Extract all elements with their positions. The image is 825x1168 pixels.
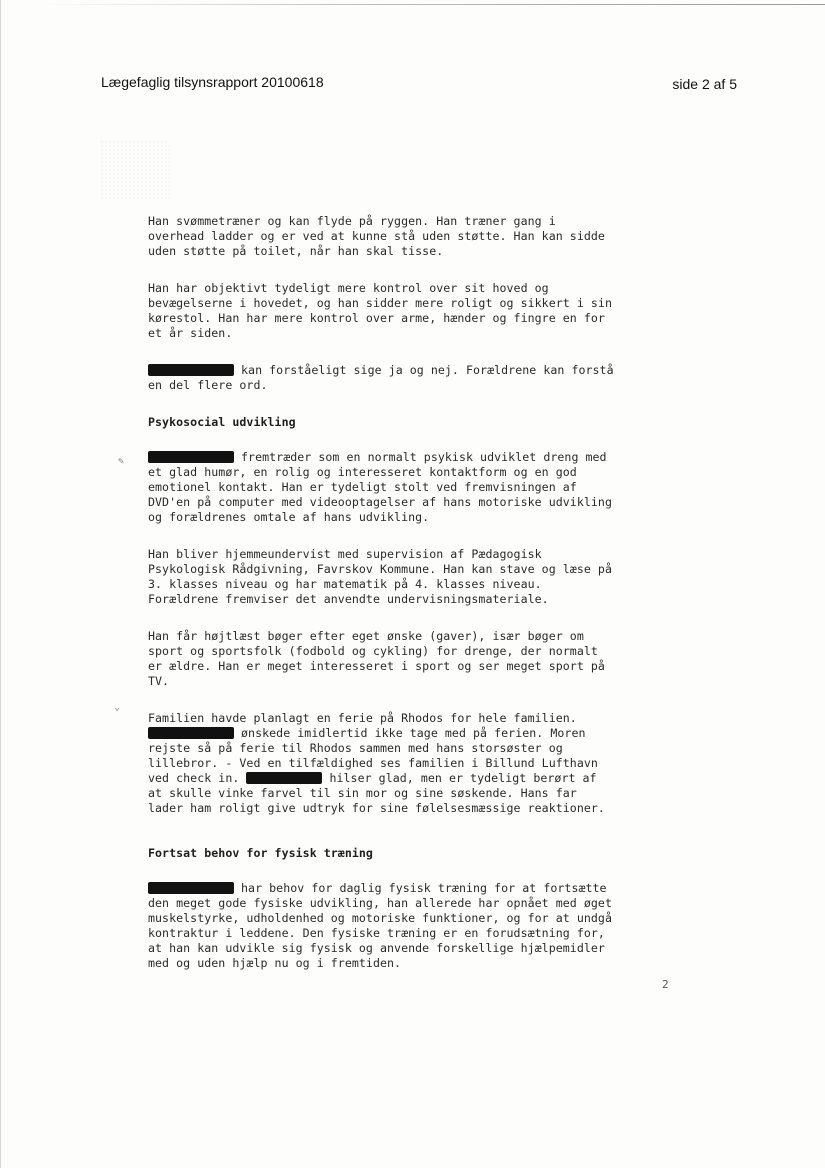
paragraph	[148, 363, 678, 393]
document-body	[148, 214, 678, 993]
paragraph-text: Familien havde planlagt en ferie på Rhodos for hele familien.	[148, 711, 577, 725]
paragraph-text: ønskede imidlertid ikke tage med på ferien. Moren rejste så på ferie til Rhodos sammen med hans storsøster og lillebror. - Ved en tilfældighed ses familien i Billund Lufthavn ved check in.	[148, 726, 598, 785]
redaction-bar	[148, 364, 234, 376]
redaction-bar	[148, 451, 234, 463]
scan-edge-left	[0, 0, 1, 1168]
page-indicator: side 2 af 5	[672, 76, 737, 92]
redaction-bar	[148, 882, 234, 894]
page-number: 2	[662, 978, 669, 991]
scan-speckle	[100, 140, 170, 200]
paragraph-text: kan forståeligt sige ja og nej. Forældrene kan forstå en del flere ord.	[148, 363, 614, 392]
paragraph: Han har objektivt tydeligt mere kontrol over sit hoved og bevægelserne i hovedet, og han sidder mere roligt og sikkert i sin kørestol. Han har mere kontrol over arme, hænder og fingre en for et år siden.	[148, 281, 612, 340]
paragraph: Han bliver hjemmeundervist med supervision af Pædagogisk Psykologisk Rådgivning, Favrskov Kommune. Han kan stave og læse på 3. klasses niveau og har matematik på 4. klasses niveau. Forældrene fremviser det anvendte undervisningsmateriale.	[148, 547, 612, 606]
scan-artifact: ⌄	[114, 702, 121, 713]
paragraph	[148, 450, 678, 525]
paragraph-text: fremtræder som en normalt psykisk udviklet dreng med et glad humør, en rolig og interesseret kontaktform og en god emotionel kontakt. Han er tydeligt stolt ved fremvisningen af DVD'en på computer med videooptagelser af hans motoriske udvikling og forældrenes omtale af hans udvikling.	[148, 450, 612, 524]
scan-edge-top	[40, 4, 825, 5]
scan-artifact: ✎	[118, 456, 125, 467]
paragraph	[148, 711, 678, 816]
paragraph: Han svømmetræner og kan flyde på ryggen. Han træner gang i overhead ladder og er ved at kunne stå uden støtte. Han kan sidde uden støtte på toilet, når han skal tisse.	[148, 214, 605, 258]
redaction-bar	[246, 772, 322, 784]
paragraph: Han får højtlæst bøger efter eget ønske (gaver), især bøger om sport og sportsfolk (fodbold og cykling) for drenge, der normalt er ældre. Han er meget interesseret i sport og ser meget sport på TV.	[148, 629, 605, 688]
redaction-bar	[148, 727, 234, 739]
section-heading: Psykosocial udvikling	[148, 415, 296, 429]
paragraph-text: hilser glad, men er tydeligt berørt af at skulle vinke farvel til sin mor og sine søskende. Hans far lader ham roligt give udtryk for sine følelsesmæssige reaktioner.	[148, 771, 605, 815]
paragraph	[148, 881, 678, 971]
paragraph-text: har behov for daglig fysisk træning for at fortsætte den meget gode fysiske udvikling, han allerede har opnået med øget muskelstyrke, udholdenhed og motoriske funktioner, og for at undgå kontraktur i leddene. Den fysiske træning er en forudsætning for, at han kan udvikle sig fysisk og anvende forskellige hjælpemidler med og uden hjælp nu og i fremtiden.	[148, 881, 612, 970]
report-title: Lægefaglig tilsynsrapport 20100618	[101, 74, 324, 90]
section-heading: Fortsat behov for fysisk træning	[148, 846, 373, 860]
